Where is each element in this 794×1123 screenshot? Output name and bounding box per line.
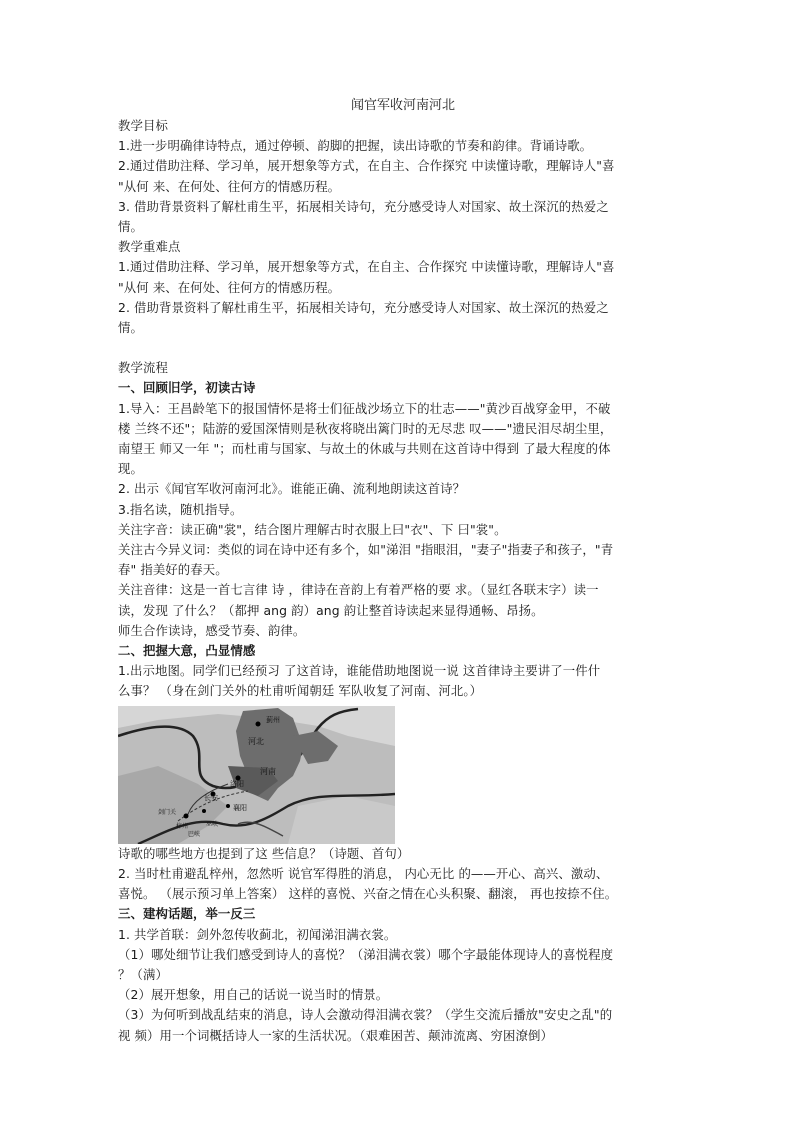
part1-line: 3.指名读，随机指导。 (118, 501, 243, 517)
part1-line: 1.导入：王昌龄笔下的报国情怀是将士们征战沙场立下的壮志——"黄沙百战穿金甲，不破 (118, 400, 611, 416)
section-goals-label: 教学目标 (118, 118, 168, 133)
map-label: 河北 (248, 736, 264, 746)
part1-line: 2. 出示《闻官军收河南河北》。谁能正确、流利地朗读这首诗？ (118, 481, 466, 497)
goal-line: 情。 (118, 219, 143, 235)
part3-line: 视 频）用一个词概括诗人一家的生活状况。（艰难困苦、颠沛流离、穷困潦倒） (118, 1027, 554, 1043)
part1-line: 关注字音：读正确"裳"，结合图片理解古时衣服上曰"衣"、下 曰"裳"。 (118, 521, 507, 537)
part3-line: （3）为何听到战乱结束的消息，诗人会激动得泪满衣裳？（学生交流后播放"安史之乱"的 (118, 1007, 613, 1023)
part2-line: 2. 当时杜甫避乱梓州，忽然听 说官军得胜的消息， 内心无比 的——开心、高兴、激动、 (118, 865, 609, 881)
part1-line: 读，发现 了什么？（都押 ang 韵）ang 韵让整首诗读起来显得通畅、昂扬。 (118, 602, 544, 618)
keypoint-line: 2. 借助背景资料了解杜甫生平，拓展相关诗句，充分感受诗人对国家、故土深沉的热爱之 (118, 299, 609, 315)
part1-line: 楼 兰终不还"；陆游的爱国深情则是秋夜将晓出篱门时的无尽悲 叹——"遗民泪尽胡尘里， (118, 420, 613, 436)
part1-line: 现。 (118, 461, 143, 477)
goal-line: "从何 来、在何处、往何方的情感历程。 (118, 178, 341, 194)
keypoint-line: 情。 (118, 320, 143, 336)
part3-line: 1. 共学首联：剑外忽传收蓟北，初闻涕泪满衣裳。 (118, 926, 397, 942)
part2-heading: 二、把握大意，凸显情感 (118, 643, 256, 659)
part3-line: ？（满） (118, 966, 168, 982)
map-label: 巴峡 (188, 830, 201, 838)
map-label: 巫峡 (206, 820, 219, 828)
spacer (118, 338, 678, 358)
part1-line: 南望王 师又一年 "；而杜甫与国家、与故土的休戚与共则在这首诗中得到 了最大程度的体 (118, 441, 611, 457)
part2-line: 诗歌的哪些地方也提到了这 些信息？（诗题、首句） (118, 845, 410, 861)
section-flow-label: 教学流程 (118, 360, 168, 376)
map-label: 长安 (204, 793, 218, 802)
keypoint-line: "从何 来、在何处、往何方的情感历程。 (118, 279, 341, 295)
map-label: 河南 (260, 766, 276, 776)
section-key-label: 教学重难点 (118, 239, 181, 255)
map-label: 梓州 (176, 822, 189, 830)
part2-line: 喜悦。 （展示预习单上答案） 这样的喜悦、兴奋之情在心头积聚、翻滚， 再也按捺不住。 (118, 886, 618, 902)
part2-line: 1.出示地图。同学们已经预习 了这首诗，谁能借助地图说一说 这首律诗主要讲了一件什 (118, 663, 601, 679)
map-label: 洛阳 (230, 779, 244, 788)
part3-line: （2）展开想象，用自己的话说一说当时的情景。 (118, 987, 389, 1003)
part1-line: 关注音律：这是一首七言律 诗 ，律诗在音韵上有着严格的要 求。（显红各联末字）读一 (118, 582, 599, 598)
keypoint-line: 1.通过借助注释、学习单，展开想象等方式，在自主、合作探究 中读懂诗歌，理解诗人"喜 (118, 259, 615, 275)
map-label: 蓟州 (266, 715, 280, 724)
part1-heading: 一、回顾旧学，初读古诗 (118, 380, 256, 396)
part3-heading: 三、建构话题，举一反三 (118, 906, 256, 922)
part3-line: （1）哪处细节让我们感受到诗人的喜悦？（涕泪满衣裳）哪个字最能体现诗人的喜悦程度 (118, 946, 614, 962)
part1-line: 春" 指美好的春天。 (118, 562, 228, 578)
part1-line: 关注古今异义词：类似的词在诗中还有多个，如"涕泪 "指眼泪，"妻子"指妻子和孩子，"青 (118, 542, 614, 558)
map-label: 剑门关 (158, 808, 177, 816)
goal-line: 2.通过借助注释、学习单，展开想象等方式，在自主、合作探究 中读懂诗歌，理解诗人"喜 (118, 158, 615, 174)
goal-line: 1.进一步明确律诗特点，通过停顿、韵脚的把握，读出诗歌的节奏和韵律。背诵诗歌。 (118, 138, 593, 154)
map-label: 襄阳 (233, 803, 247, 812)
document-page (118, 96, 678, 1046)
part1-line: 师生合作读诗，感受节奏、韵律。 (118, 622, 306, 638)
lesson-title: 闻官军收河南河北 (350, 98, 455, 113)
tang-map-image (118, 706, 395, 844)
goal-line: 3. 借助背景资料了解杜甫生平，拓展相关诗句，充分感受诗人对国家、故土深沉的热爱之 (118, 198, 609, 214)
part2-line: 么事？ （身在剑门关外的杜甫听闻朝廷 军队收复了河南、河北。） (118, 683, 483, 699)
